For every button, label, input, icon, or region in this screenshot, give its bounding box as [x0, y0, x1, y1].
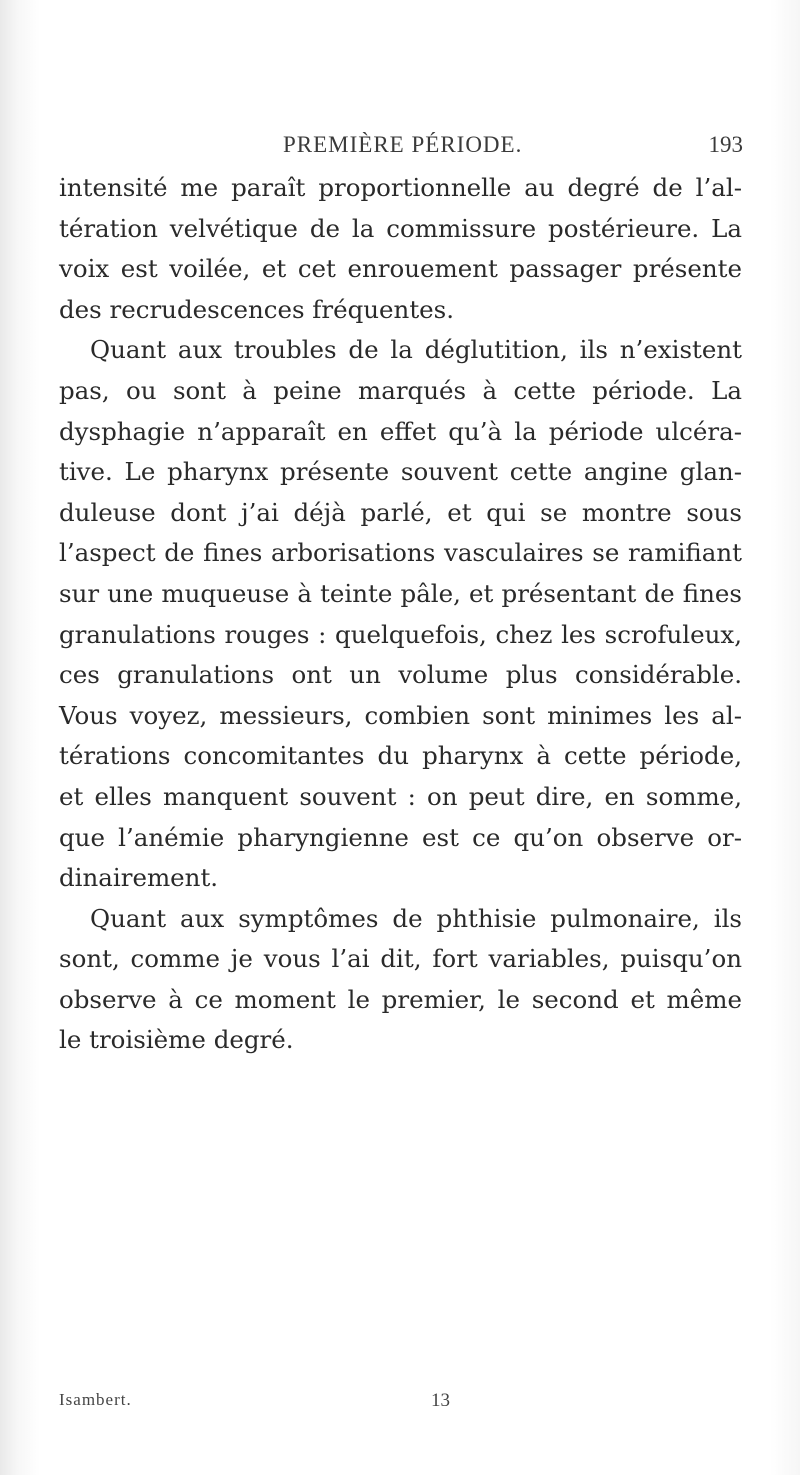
text-line: dinairement.	[59, 863, 219, 893]
text-line: intensité me paraît proportionnelle au degré de l’al-	[59, 173, 742, 202]
text-line: sont, comme je vous l’ai dit, fort variables, puisqu’on	[59, 944, 742, 974]
page-footer	[0, 1390, 800, 1414]
page-number: 193	[708, 132, 743, 157]
text-line: Vous voyez, messieurs, combien sont minimes les al-	[59, 700, 742, 730]
text-line: des recrudescences fréquentes.	[59, 294, 455, 324]
running-title: PREMIÈRE PÉRIODE.	[283, 132, 523, 157]
text-line: Quant aux troubles de la déglutition, ils n’existent	[90, 335, 742, 365]
text-line: observe à ce moment le premier, le second et même	[59, 984, 742, 1014]
text-line: Quant aux symptômes de phthisie pulmonaire, ils	[90, 903, 742, 933]
body-text	[59, 168, 742, 1061]
running-head	[0, 132, 800, 162]
printer-signature: Isambert.	[59, 1390, 132, 1409]
text-line: voix est voilée, et cet enrouement passager présente	[59, 254, 742, 284]
text-line: pas, ou sont à peine marqués à cette période. La	[59, 375, 742, 405]
sheet-number: 13	[431, 1390, 450, 1411]
text-line: térations concomitantes du pharynx à cette période,	[59, 741, 742, 771]
text-line: sur une muqueuse à teinte pâle, et présentant de fines	[59, 578, 742, 608]
text-line: granulations rouges : quelquefois, chez les scrofuleux,	[59, 619, 742, 649]
text-line: ces granulations ont un volume plus considérable.	[59, 660, 742, 690]
text-line: et elles manquent souvent : on peut dire, en somme,	[59, 781, 742, 811]
text-line: tération velvétique de la commissure postérieure. La	[59, 213, 742, 243]
text-line: dysphagie n’apparaît en effet qu’à la période ulcéra-	[59, 416, 742, 446]
text-line: tive. Le pharynx présente souvent cette angine glan-	[59, 457, 742, 487]
text-line: duleuse dont j’ai déjà parlé, et qui se montre sous	[59, 497, 742, 527]
text-line: que l’anémie pharyngienne est ce qu’on observe or-	[59, 822, 742, 852]
text-line: le troisième degré.	[59, 1025, 294, 1055]
text-line: l’aspect de fines arborisations vasculaires se ramifiant	[59, 538, 742, 568]
